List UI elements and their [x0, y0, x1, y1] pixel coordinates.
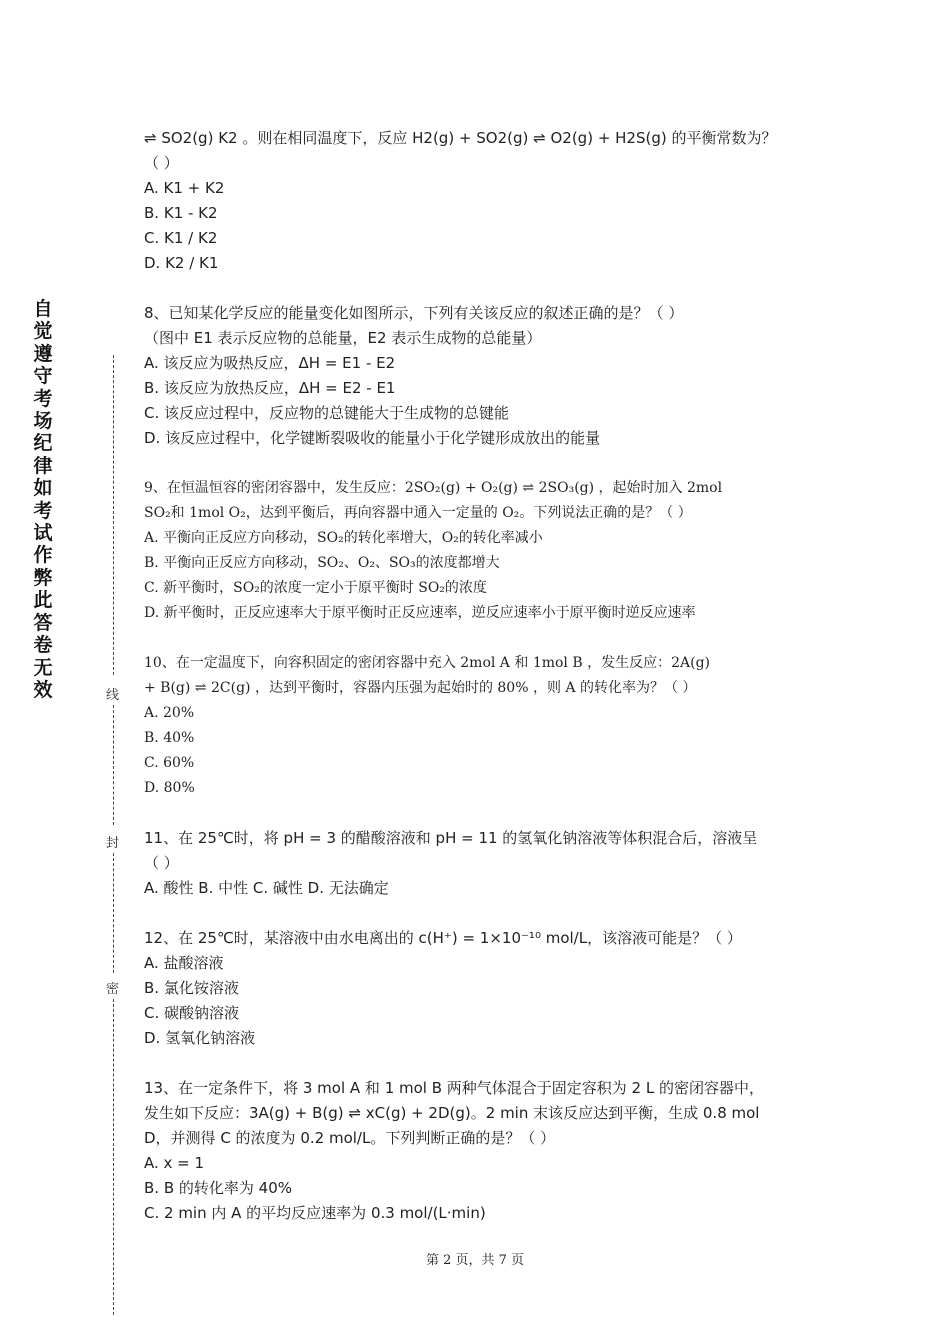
option-b: B. 平衡向正反应方向移动，SO₂、O₂、SO₃的浓度都增大	[144, 555, 500, 571]
question-10	[144, 651, 820, 801]
option-d: D. K2 / K1	[144, 254, 219, 272]
exam-discipline-warning: 自觉遵守考场纪律如考试作弊此答卷无效	[33, 298, 53, 701]
question-stem: 10、在一定温度下，向容积固定的密闭容器中充入 2mol A 和 1mol B ，发生反应：2A(g)	[144, 655, 710, 671]
question-stem: 12、在 25℃时，某溶液中由水电离出的 c(H⁺) = 1×10⁻¹⁰ mol/L，该溶液可能是？（ ）	[144, 929, 742, 947]
option-a: A. 20%	[144, 705, 195, 721]
option-d: D. 新平衡时，正反应速率大于原平衡时正反应速率，逆反应速率小于原平衡时逆反应速率	[144, 605, 696, 621]
option-b: B. K1 - K2	[144, 204, 218, 222]
question-stem: 11、在 25℃时，将 pH = 3 的醋酸溶液和 pH = 11 的氢氧化钠溶液等体积混合后，溶液呈	[144, 829, 758, 847]
option-c: C. 该反应过程中，反应物的总键能大于生成物的总键能	[144, 404, 510, 422]
question-11	[144, 826, 820, 901]
option-a: A. 该反应为吸热反应，ΔH = E1 - E2	[144, 354, 396, 372]
question-stem: SO₂和 1mol O₂，达到平衡后，再向容器中通入一定量的 O₂。下列说法正确的是？（ ）	[144, 505, 692, 521]
option-b: B. B 的转化率为 40%	[144, 1179, 292, 1197]
option-d: D. 80%	[144, 780, 195, 796]
option-c: C. 2 min 内 A 的平均反应速率为 0.3 mol/(L·min)	[144, 1204, 486, 1222]
option-d: D. 氢氧化钠溶液	[144, 1029, 256, 1047]
binding-dashed-line-2	[113, 705, 114, 825]
page-number-footer: 第 2 页，共 7 页	[425, 1253, 525, 1268]
question-content	[144, 126, 820, 1226]
option-b: B. 该反应为放热反应，ΔH = E2 - E1	[144, 379, 396, 397]
option-c: C. K1 / K2	[144, 229, 218, 247]
option-c: C. 碳酸钠溶液	[144, 1004, 240, 1022]
option-a: A. K1 + K2	[144, 179, 225, 197]
question-stem: （ ）	[144, 154, 179, 172]
question-7	[144, 126, 820, 276]
options-inline: A. 酸性 B. 中性 C. 碱性 D. 无法确定	[144, 879, 389, 897]
question-8	[144, 301, 820, 451]
binding-mark-seal: 封	[106, 836, 120, 851]
binding-mark-line: 线	[106, 688, 120, 703]
question-stem: 9、在恒温恒容的密闭容器中，发生反应：2SO₂(g) + O₂(g) ⇌ 2SO₃(g) ，起始时加入 2mol	[144, 480, 723, 496]
question-note: （图中 E1 表示反应物的总能量，E2 表示生成物的总能量）	[144, 329, 542, 347]
option-b: B. 40%	[144, 730, 195, 746]
question-12	[144, 926, 820, 1051]
option-c: C. 60%	[144, 755, 195, 771]
question-stem: D，并测得 C 的浓度为 0.2 mol/L。下列判断正确的是？（ ）	[144, 1129, 556, 1147]
question-stem: 发生如下反应：3A(g) + B(g) ⇌ xC(g) + 2D(g)。2 min 末该反应达到平衡，生成 0.8 mol	[144, 1104, 760, 1122]
option-d: D. 该反应过程中，化学键断裂吸收的能量小于化学键形成放出的能量	[144, 429, 601, 447]
option-a: A. 平衡向正反应方向移动，SO₂的转化率增大，O₂的转化率减小	[144, 530, 543, 546]
option-a: A. x = 1	[144, 1154, 205, 1172]
question-stem: 13、在一定条件下，将 3 mol A 和 1 mol B 两种气体混合于固定容积为 2 L 的密闭容器中，	[144, 1079, 764, 1097]
question-stem: + B(g) ⇌ 2C(g) ，达到平衡时，容器内压强为起始时的 80% ，则 A 的转化率为？（ ）	[144, 680, 697, 696]
binding-dashed-line-3	[113, 853, 114, 973]
question-stem: （ ）	[144, 854, 179, 872]
option-c: C. 新平衡时，SO₂的浓度一定小于原平衡时 SO₂的浓度	[144, 580, 487, 596]
binding-dashed-line-1	[113, 355, 114, 675]
question-9	[144, 476, 820, 626]
question-stem: ⇌ SO2(g) K2 。则在相同温度下，反应 H2(g) + SO2(g) ⇌ O2(g) + H2S(g) 的平衡常数为？	[144, 129, 777, 147]
question-stem: 8、已知某化学反应的能量变化如图所示，下列有关该反应的叙述正确的是？（ ）	[144, 304, 684, 322]
question-13	[144, 1076, 820, 1226]
option-a: A. 盐酸溶液	[144, 954, 224, 972]
option-b: B. 氯化铵溶液	[144, 979, 239, 997]
binding-mark-secret: 密	[106, 982, 120, 997]
